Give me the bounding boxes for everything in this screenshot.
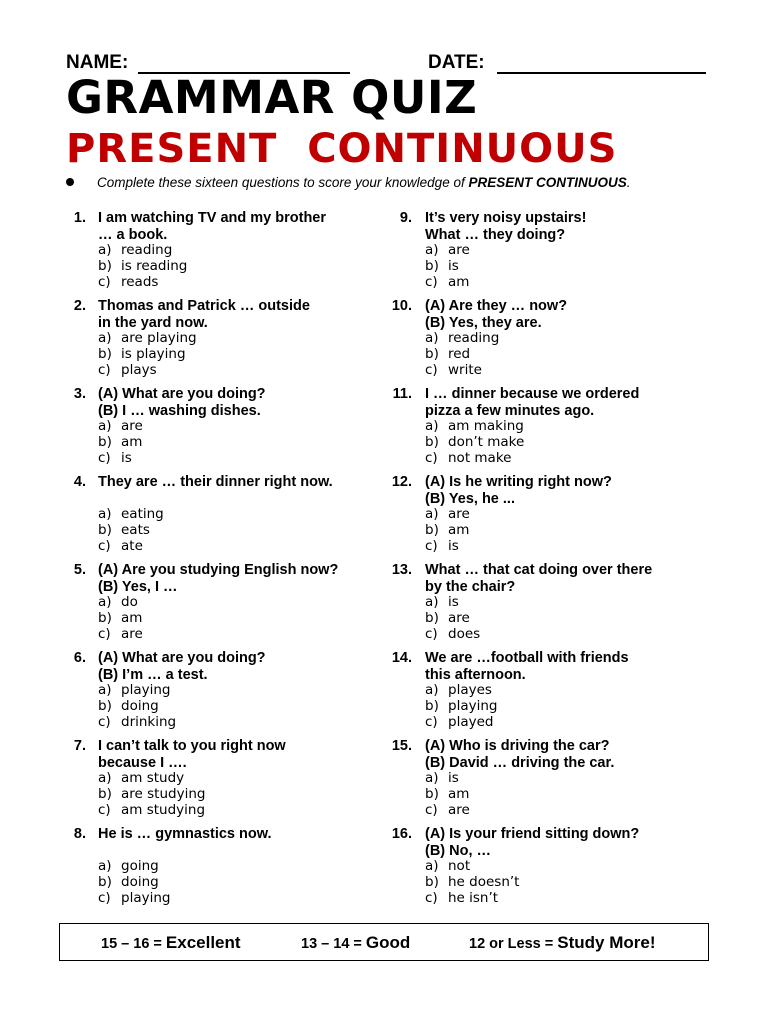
answer-option[interactable]: [425, 875, 519, 891]
option-letter: c): [425, 801, 438, 818]
option-text: am study: [121, 770, 185, 786]
question-prompt: [425, 562, 652, 595]
option-letter: a): [98, 506, 112, 522]
answer-option[interactable]: [98, 803, 205, 819]
answer-option[interactable]: [98, 275, 187, 291]
option-text: are: [448, 609, 470, 626]
option-text: are: [448, 506, 470, 522]
score-range: 15 – 16 =: [101, 936, 166, 952]
answer-option[interactable]: [425, 419, 524, 435]
answer-options: [425, 595, 480, 642]
prompt-line: [98, 491, 333, 508]
prompt-line: What … that cat doing over there: [425, 562, 653, 578]
answer-option[interactable]: [98, 715, 176, 731]
option-letter: a): [425, 242, 439, 258]
option-text: going: [121, 858, 159, 874]
question-number: 6.: [73, 650, 86, 666]
prompt-line: (A) Are you studying English now?: [98, 562, 339, 578]
option-text: are: [448, 242, 470, 258]
option-letter: b): [425, 345, 439, 362]
answer-options: [98, 331, 197, 378]
answer-options: [98, 419, 143, 466]
option-letter: c): [98, 801, 111, 818]
question-number: 4.: [73, 474, 86, 490]
answer-option[interactable]: [98, 699, 176, 715]
answer-option[interactable]: [98, 419, 143, 435]
prompt-line: by the chair?: [425, 578, 516, 595]
question-number: 13.: [391, 562, 412, 578]
prompt-line: I … dinner because we ordered: [425, 386, 640, 402]
answer-option[interactable]: [425, 787, 470, 803]
option-text: do: [121, 594, 138, 610]
question-prompt: [98, 650, 266, 683]
option-letter: c): [98, 889, 111, 906]
answer-option[interactable]: [98, 435, 143, 451]
score-study-more: [469, 933, 656, 953]
bullet-icon: [66, 178, 74, 186]
option-text: am making: [448, 418, 524, 434]
option-letter: a): [98, 770, 112, 786]
answer-option[interactable]: [98, 859, 170, 875]
question-number: 10.: [391, 298, 412, 314]
option-text: am: [448, 521, 470, 538]
prompt-line: (A) Who is driving the car?: [425, 738, 610, 754]
option-letter: b): [425, 785, 439, 802]
option-text: am: [121, 609, 143, 626]
option-letter: c): [98, 625, 111, 642]
option-text: are studying: [121, 785, 206, 802]
answer-option[interactable]: [425, 435, 524, 451]
option-text: eats: [121, 521, 150, 538]
option-letter: a): [98, 858, 112, 874]
prompt-line: I can’t talk to you right now: [98, 738, 286, 754]
answer-option[interactable]: [425, 683, 497, 699]
date-label: DATE:: [428, 52, 485, 73]
option-text: is: [448, 257, 459, 274]
answer-option[interactable]: [425, 523, 470, 539]
option-letter: b): [98, 873, 112, 890]
option-letter: b): [98, 609, 112, 626]
prompt-line: (B) Yes, they are.: [425, 314, 542, 331]
prompt-line: (A) Is he writing right now?: [425, 474, 612, 490]
question-prompt: [425, 650, 629, 683]
option-text: playing: [121, 682, 171, 698]
answer-option[interactable]: [98, 363, 197, 379]
date-field[interactable]: [497, 72, 706, 74]
answer-option[interactable]: [98, 259, 187, 275]
option-letter: c): [425, 625, 438, 642]
question-prompt: [98, 738, 286, 771]
answer-option[interactable]: [425, 275, 470, 291]
answer-options: [425, 771, 470, 818]
answer-option[interactable]: [425, 611, 480, 627]
answer-option[interactable]: [98, 451, 143, 467]
answer-option[interactable]: [98, 243, 187, 259]
question-number: 1.: [73, 210, 86, 226]
answer-options: [425, 243, 470, 290]
page-title: GRAMMAR QUIZ: [66, 71, 478, 124]
answer-options: [425, 419, 524, 466]
option-letter: a): [425, 418, 439, 434]
option-letter: b): [425, 521, 439, 538]
option-text: is: [448, 770, 459, 786]
prompt-line: pizza a few minutes ago.: [425, 402, 595, 419]
question-prompt: [425, 386, 639, 419]
question-number: 5.: [73, 562, 86, 578]
answer-option[interactable]: [98, 539, 164, 555]
question-number: 9.: [399, 210, 412, 226]
option-letter: b): [425, 873, 439, 890]
option-letter: c): [425, 361, 438, 378]
score-range: 12 or Less =: [469, 936, 558, 952]
answer-option[interactable]: [425, 595, 480, 611]
option-text: playes: [448, 682, 492, 698]
option-letter: a): [98, 418, 112, 434]
score-label: Good: [365, 933, 411, 952]
option-letter: a): [425, 506, 439, 522]
question-number: 7.: [73, 738, 86, 754]
option-text: is playing: [121, 345, 186, 362]
option-letter: a): [98, 682, 112, 698]
answer-options: [98, 243, 187, 290]
question-number: 8.: [73, 826, 86, 842]
option-text: reading: [121, 242, 173, 258]
answer-option[interactable]: [425, 803, 470, 819]
answer-option[interactable]: [425, 891, 519, 907]
option-text: does: [448, 625, 481, 642]
option-letter: b): [98, 785, 112, 802]
option-letter: a): [98, 594, 112, 610]
option-text: are: [448, 801, 470, 818]
answer-options: [98, 771, 205, 818]
option-text: am: [121, 433, 143, 450]
answer-option[interactable]: [425, 331, 499, 347]
option-letter: b): [98, 697, 112, 714]
option-text: are: [121, 418, 143, 434]
option-letter: a): [425, 770, 439, 786]
option-text: he isn’t: [448, 889, 499, 906]
answer-option[interactable]: [425, 347, 499, 363]
question-number: 2.: [73, 298, 86, 314]
option-text: am: [448, 785, 470, 802]
option-letter: b): [98, 345, 112, 362]
answer-options: [425, 507, 470, 554]
option-text: ate: [121, 537, 143, 554]
question-prompt: [98, 386, 266, 419]
question-number: 3.: [73, 386, 86, 402]
option-text: eating: [121, 506, 164, 522]
option-letter: c): [98, 537, 111, 554]
question-prompt: [425, 474, 612, 507]
question-prompt: [98, 826, 272, 859]
answer-option[interactable]: [425, 507, 470, 523]
option-letter: a): [425, 594, 439, 610]
option-text: playing: [121, 889, 171, 906]
option-letter: b): [98, 433, 112, 450]
answer-option[interactable]: [425, 539, 470, 555]
instruction-text: [97, 175, 631, 190]
option-letter: c): [98, 361, 111, 378]
prompt-line: [98, 843, 272, 860]
score-range: 13 – 14 =: [301, 936, 366, 952]
prompt-line: (B) Yes, I …: [98, 578, 178, 595]
prompt-line: (A) What are you doing?: [98, 386, 266, 402]
option-letter: b): [425, 257, 439, 274]
question-number: 11.: [392, 386, 412, 402]
option-letter: b): [425, 609, 439, 626]
question-number: 16.: [391, 826, 412, 842]
option-letter: c): [98, 449, 111, 466]
answer-option[interactable]: [425, 243, 470, 259]
instruction-text-before: Complete these sixteen questions to score your knowledge of: [97, 175, 469, 190]
option-text: are: [121, 625, 143, 642]
answer-option[interactable]: [98, 771, 205, 787]
option-letter: c): [98, 273, 111, 290]
prompt-line: … a book.: [98, 226, 168, 243]
score-box: [59, 923, 709, 961]
question-prompt: [425, 826, 639, 859]
option-text: he doesn’t: [448, 873, 520, 890]
prompt-line: this afternoon.: [425, 666, 526, 683]
answer-option[interactable]: [425, 627, 480, 643]
answer-option[interactable]: [425, 259, 470, 275]
instruction-emphasis: PRESENT CONTINUOUS: [468, 175, 627, 190]
option-letter: c): [425, 537, 438, 554]
answer-option[interactable]: [425, 363, 499, 379]
option-text: not: [448, 858, 471, 874]
question-prompt: [425, 298, 567, 331]
answer-option[interactable]: [98, 595, 143, 611]
option-text: plays: [121, 361, 157, 378]
prompt-line: What … they doing?: [425, 226, 566, 243]
prompt-line: They are … their dinner right now.: [98, 474, 333, 490]
question-prompt: [425, 210, 586, 243]
question-prompt: [98, 474, 333, 507]
answer-option[interactable]: [98, 331, 197, 347]
score-excellent: [101, 933, 241, 953]
answer-options: [425, 331, 499, 378]
option-letter: a): [98, 242, 112, 258]
option-text: am: [448, 273, 470, 290]
answer-option[interactable]: [425, 715, 497, 731]
page-subtitle: PRESENT CONTINUOUS: [66, 126, 618, 172]
option-letter: c): [425, 889, 438, 906]
option-letter: a): [425, 858, 439, 874]
prompt-line: Thomas and Patrick … outside: [98, 298, 310, 314]
option-letter: c): [98, 713, 111, 730]
score-label: Excellent: [165, 933, 241, 952]
answer-options: [98, 859, 170, 906]
option-text: write: [448, 361, 482, 378]
question-prompt: [98, 562, 338, 595]
option-letter: a): [98, 330, 112, 346]
option-letter: b): [98, 521, 112, 538]
option-text: don’t make: [448, 433, 525, 450]
question-prompt: [98, 210, 326, 243]
option-text: is: [121, 449, 132, 466]
option-text: reads: [121, 273, 159, 290]
score-good: [301, 933, 410, 953]
question-prompt: [98, 298, 310, 331]
prompt-line: (B) David … driving the car.: [425, 754, 615, 771]
answer-option[interactable]: [425, 699, 497, 715]
option-letter: b): [98, 257, 112, 274]
name-label: NAME:: [66, 52, 129, 73]
answer-options: [425, 683, 497, 730]
answer-option[interactable]: [98, 627, 143, 643]
prompt-line: (B) No, …: [425, 842, 492, 859]
option-text: am studying: [121, 801, 206, 818]
option-letter: c): [425, 449, 438, 466]
prompt-line: in the yard now.: [98, 314, 208, 331]
option-text: doing: [121, 873, 159, 890]
answer-options: [98, 683, 176, 730]
option-text: red: [448, 345, 471, 362]
answer-options: [98, 595, 143, 642]
option-text: reading: [448, 330, 500, 346]
option-letter: b): [425, 697, 439, 714]
option-text: not make: [448, 449, 512, 466]
answer-option[interactable]: [98, 611, 143, 627]
prompt-line: I am watching TV and my brother: [98, 210, 327, 226]
option-letter: b): [425, 433, 439, 450]
question-number: 14.: [391, 650, 412, 666]
option-text: playing: [448, 697, 498, 714]
score-label: Study More!: [557, 933, 656, 952]
question-number: 15.: [391, 738, 412, 754]
option-letter: a): [425, 330, 439, 346]
answer-option[interactable]: [98, 523, 164, 539]
answer-options: [98, 507, 164, 554]
instruction-text-after: .: [626, 175, 631, 190]
option-text: drinking: [121, 713, 177, 730]
prompt-line: (A) What are you doing?: [98, 650, 266, 666]
answer-option[interactable]: [98, 347, 197, 363]
option-text: are playing: [121, 330, 197, 346]
prompt-line: It’s very noisy upstairs!: [425, 210, 587, 226]
prompt-line: (A) Are they … now?: [425, 298, 568, 314]
answer-option[interactable]: [98, 787, 205, 803]
option-letter: c): [425, 713, 438, 730]
prompt-line: (B) I … washing dishes.: [98, 402, 261, 419]
option-text: is: [448, 594, 459, 610]
option-text: is: [448, 537, 459, 554]
answer-option[interactable]: [98, 683, 176, 699]
answer-option[interactable]: [425, 771, 470, 787]
option-text: doing: [121, 697, 159, 714]
option-letter: a): [425, 682, 439, 698]
answer-option[interactable]: [425, 859, 519, 875]
prompt-line: (A) Is your friend sitting down?: [425, 826, 640, 842]
option-letter: c): [425, 273, 438, 290]
prompt-line: (B) Yes, he ...: [425, 490, 515, 507]
answer-option[interactable]: [98, 891, 170, 907]
prompt-line: because I ….: [98, 754, 187, 771]
answer-option[interactable]: [98, 507, 164, 523]
answer-option[interactable]: [425, 451, 524, 467]
answer-option[interactable]: [98, 875, 170, 891]
question-number: 12.: [391, 474, 412, 490]
prompt-line: (B) I’m … a test.: [98, 666, 208, 683]
question-prompt: [425, 738, 614, 771]
option-text: is reading: [121, 257, 188, 274]
option-text: played: [448, 713, 494, 730]
answer-options: [425, 859, 519, 906]
prompt-line: He is … gymnastics now.: [98, 826, 272, 842]
prompt-line: We are …football with friends: [425, 650, 629, 666]
